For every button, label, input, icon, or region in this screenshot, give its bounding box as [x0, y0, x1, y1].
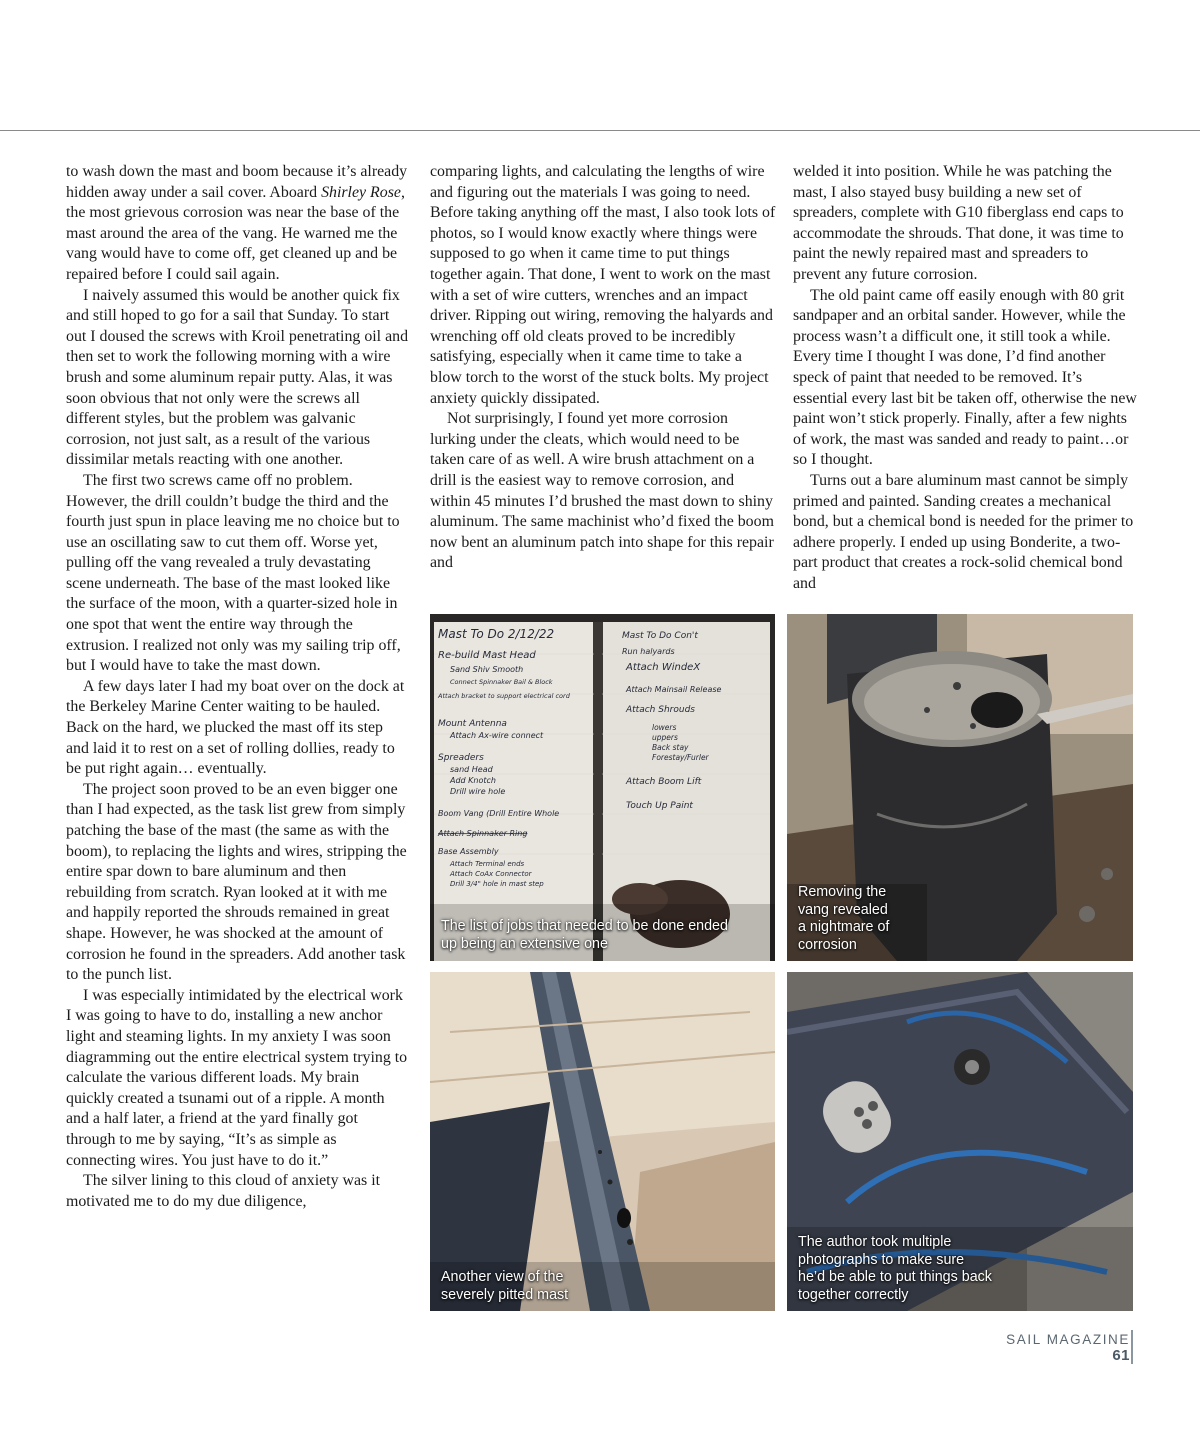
photo-caption: Another view of the severely pitted mast — [441, 1269, 569, 1303]
notebook-line: Mount Antenna — [438, 719, 507, 729]
notebook-line: Forestay/Furler — [652, 753, 709, 762]
paragraph: comparing lights, and calculating the lengths of wire and figuring out the materials I was going to need. Before taking anything off the mast, I also took lots of photos, so I would know exactly where things were supposed to go when it came time to put things together again. That done, I went to work on the mast with a set of wire cutters, wrenches and an impact driver. Ripping out wiring, removing the halyards and wrenching off old cleats proved to be incredibly satisfying, especially when it came time to take a blow torch to the worst of the stuck bolts. My project anxiety quickly dissipated. — [430, 163, 776, 407]
paragraph: The project soon proved to be an even bigger one than I had expected, as the task list grew from simply patching the base of the mast (the same as with the boom), to replacing the lights and wires, stripping the entire spar down to bare aluminum and then rebuilding from scratch. Ryan looked at it with me and happily reported the shrouds remained in great shape. However, he was shocked at the amount of corrosion he found in the spreaders. Add another task to the punch list. — [66, 780, 407, 984]
notebook-line: Drill wire hole — [450, 787, 506, 796]
notebook-line: lowers — [652, 723, 677, 732]
notebook-line: Mast To Do 2/12/22 — [438, 627, 555, 641]
pitted-mast-illustration — [430, 972, 775, 1311]
page-number: 61 — [1112, 1347, 1130, 1364]
notebook-line: Spreaders — [438, 753, 484, 763]
notebook-line: Attach CoAx Connector — [450, 870, 532, 878]
notebook-line: Touch Up Paint — [626, 801, 693, 811]
photo-pitted-mast — [430, 972, 775, 1311]
page-footer — [1006, 1302, 1130, 1364]
notebook-line: Attach Shrouds — [626, 705, 695, 715]
notebook-line: Attach Ax-wire connect — [450, 731, 544, 740]
notebook-line: sand Head — [450, 765, 493, 774]
paragraph: Not surprisingly, I found yet more corrosion lurking under the cleats, which would need to be taken care of as well. A wire brush attachment on a drill is the easiest way to remove corrosion, and within 45 minutes I’d brushed the mast down to shiny aluminum. The same machinist who’d fixed the boom now bent an aluminum patch into shape for this repair and — [430, 410, 774, 572]
paragraph: A few days later I had my boat over on the dock at the Berkeley Marine Center waiting to be hauled. Back on the hard, we plucked the mast off its step and laid it to rest on a set of rolling dollies, ready to be put right again… eventually. — [66, 677, 405, 778]
paragraph: to wash down the mast and boom because it’s already hidden away under a sail cover. Aboard Shirley Rose, the most grievous corrosion was near the base of the mast around the area of the vang. He warned me the vang would have to come off, get cleaned up and be repaired before I could sail again. — [66, 163, 408, 283]
notebook-line: Attach Terminal ends — [450, 860, 525, 868]
paragraph: welded it into position. While he was patching the mast, I also stayed busy building a new set of spreaders, complete with G10 fiberglass end caps to accommodate the shrouds. That done, it was time to paint the newly repaired mast and spreaders to prevent any future corrosion. — [793, 163, 1124, 283]
notebook-line: Attach bracket to support electrical cord — [438, 692, 570, 700]
article-column-2 — [430, 162, 776, 574]
notebook-line: Sand Shiv Smooth — [450, 665, 524, 674]
article-column-3 — [793, 162, 1139, 594]
notebook-illustration — [430, 614, 775, 961]
notebook-line: Add Knotch — [450, 776, 496, 785]
notebook-line: Attach Spinnaker Ring — [438, 829, 528, 838]
notebook-line: Back stay — [652, 743, 689, 752]
notebook-line: Base Assembly — [438, 847, 499, 856]
notebook-line: Attach Boom Lift — [626, 777, 702, 787]
notebook-line: Mast To Do Con't — [622, 631, 698, 641]
paragraph: I was especially intimidated by the electrical work I was going to have to do, installing a new anchor light and steaming lights. In my anxiety I was soon diagramming out the entire electrical system trying to calculate the various different loads. My brain quickly created a tsunami out of a ripple. A month and a half later, a friend at the yard finally got through to me by saying, “It’s as simple as connecting wires. You just have to do it.” — [66, 986, 408, 1169]
notebook-line: Re-build Mast Head — [438, 650, 536, 661]
paragraph: Turns out a bare aluminum mast cannot be simply primed and painted. Sanding creates a mechanical bond, but a chemical bond is needed for the primer to adhere properly. I ended up using Bonderite, a two-part product that creates a rock-solid chemical bond and — [793, 471, 1134, 592]
notebook-line: Boom Vang (Drill Entire Whole — [438, 809, 560, 818]
paragraph: I naively assumed this would be another quick fix and still hoped to go for a sail that Sunday. To start out I doused the screws with Kroil penetrating oil and then set to work the following morning with a wire brush and some aluminum repair putty. Alas, it was soon obvious that not only were the screws all different styles, but the problem was galvanic corrosion, not just salt, as a result of the various dissimilar metals reacting with one another. — [66, 286, 409, 469]
footer-divider — [1131, 1330, 1133, 1364]
photo-corroded-mast-base — [787, 614, 1133, 961]
paragraph: The silver lining to this cloud of anxiety was it motivated me to do my due diligence, — [66, 1172, 381, 1210]
header-rule — [0, 130, 1200, 131]
notebook-line: Drill 3/4" hole in mast step — [450, 880, 544, 888]
notebook-line: Connect Spinnaker Bail & Block — [450, 678, 553, 686]
notebook-line: Attach WindeX — [626, 662, 701, 673]
notebook-line: uppers — [652, 733, 678, 742]
notebook-line: Run halyards — [622, 647, 675, 656]
photo-caption: The author took multiple photographs to make sure he’d be able to put things back together correctly — [798, 1234, 992, 1303]
photo-task-list-notebook — [430, 614, 775, 961]
paragraph: The first two screws came off no problem. However, the drill couldn’t budge the third and the fourth just spun in place leaving me no choice but to use an oscillating saw to cut them off. Worse yet, pulling off the vang revealed a truly devastating scene underneath. The base of the mast looked like the surface of the moon, with a quarter-sized hole in one spot that went the entire way through the extrusion. I realized not only was my sailing trip off, but I would have to take the mast down. — [66, 471, 401, 675]
magazine-name: SAIL MAGAZINE — [1006, 1332, 1130, 1347]
article-column-1 — [66, 162, 408, 1212]
notebook-line: Attach Mainsail Release — [626, 685, 722, 694]
photo-mast-block-rigging — [787, 972, 1133, 1311]
photo-caption: The list of jobs that needed to be done ended up being an extensive one — [441, 918, 728, 952]
paragraph: The old paint came off easily enough with 80 grit sandpaper and an orbital sander. However, while the process wasn’t a difficult one, it still took a while. Every time I thought I was done, I’d find another speck of paint that needed to be removed. It’s essential every last bit be taken off, otherwise the new paint won’t stick properly. Finally, after a few nights of work, the mast was sanded and ready to paint…or so I thought. — [793, 286, 1137, 469]
photo-caption: Removing the vang revealed a nightmare of corrosion — [798, 884, 890, 953]
